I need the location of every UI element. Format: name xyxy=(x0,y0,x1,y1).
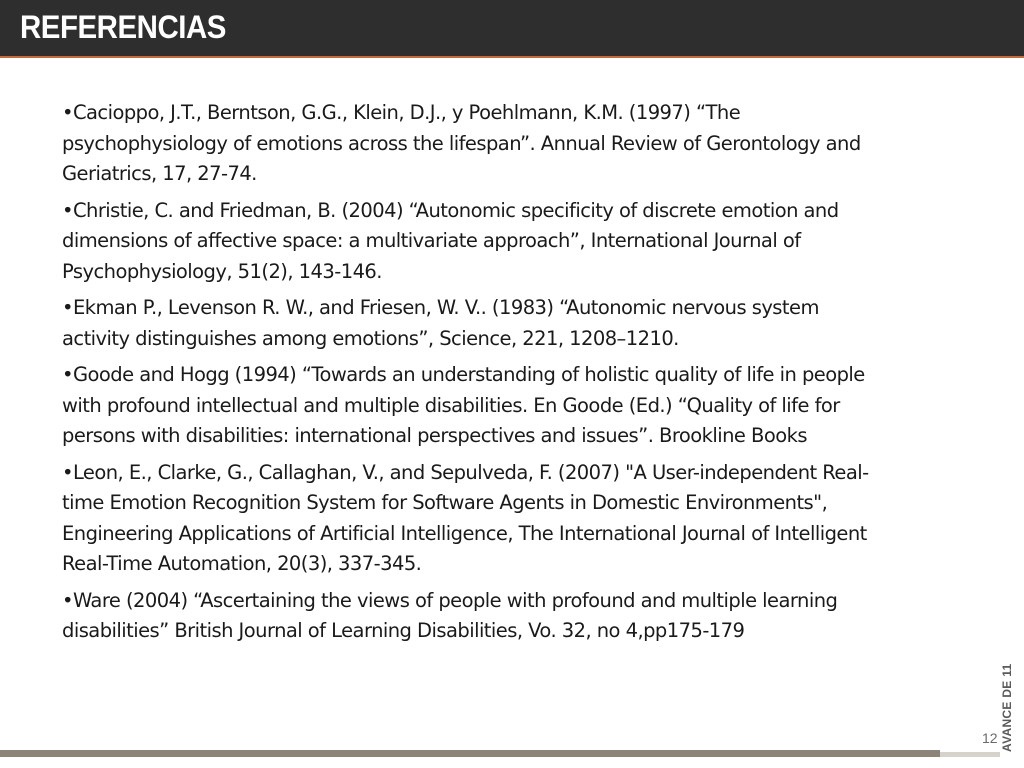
progress-side-label: AVANCE DE 11 xyxy=(1000,663,1014,752)
reference-item: •Goode and Hogg (1994) “Towards an understanding of holistic quality of life in people with profound intellectual and multiple disabilities. En Goode (Ed.) “Quality of life for persons with disabilities: international perspectives and issues”. Brookline Books xyxy=(62,363,865,447)
reference-item: •Christie, C. and Friedman, B. (2004) “Autonomic specificity of discrete emotion and dimensions of affective space: a multivariate approach”, International Journal of Psychophysiology, 51(2), 143-146. xyxy=(62,198,839,283)
slide-title: REFERENCIAS xyxy=(20,9,226,45)
bottom-progress-bar xyxy=(0,750,940,757)
reference-item: •Ware (2004) “Ascertaining the views of people with profound and multiple learning disabilities” British Journal of Learning Disabilities, Vo. 32, no 4,pp175-179 xyxy=(62,588,838,642)
reference-item: •Leon, E., Clarke, G., Callaghan, V., and Sepulveda, F. (2007) "A User-independent Real-time Emotion Recognition System for Software Agents in Domestic Environments", Engineering Applications of Artificial Intelligence, The International Journal of Intelligent Real-Time Automation, 20(3), 337-345. xyxy=(62,460,869,575)
reference-item: •Cacioppo, J.T., Berntson, G.G., Klein, D.J., y Poehlmann, K.M. (1997) “The psychophysiology of emotions across the lifespan”. Annual Review of Gerontology and Geriatrics, 17, 27-74. xyxy=(62,101,861,185)
page-number: 12 xyxy=(982,730,998,746)
reference-list xyxy=(62,98,882,653)
bottom-bar-remainder xyxy=(940,752,1000,757)
reference-item: •Ekman P., Levenson R. W., and Friesen, W. V.. (1983) “Autonomic nervous system activity distinguishes among emotions”, Science, 221, 1208–1210. xyxy=(62,296,819,350)
title-bar xyxy=(0,0,1024,58)
